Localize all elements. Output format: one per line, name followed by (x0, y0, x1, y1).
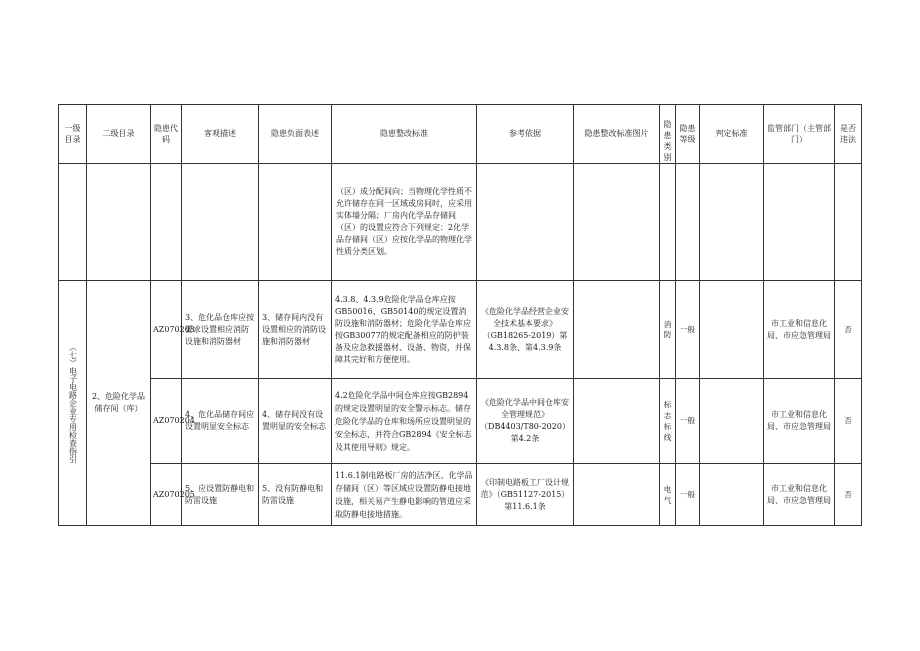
row-basis: 《危险化学品经营企业安全技术基本要求》（GB18265-2019）第4.3.8条、第4.3.9条 (477, 281, 574, 379)
header-illegal: 是否违法 (835, 105, 862, 164)
row-negative: 4、储存间没有设置明显的安全标志 (259, 379, 332, 464)
header-images: 隐患整改标准图片 (574, 105, 660, 164)
row-illegal: 否 (835, 281, 862, 379)
continuation-row (59, 164, 862, 281)
row-images (574, 379, 660, 464)
row-judgment (700, 464, 764, 526)
header-basis: 参考依据 (477, 105, 574, 164)
header-level2: 二级目录 (87, 105, 151, 164)
row-dept: 市工业和信息化局、市应急管理局 (764, 281, 835, 379)
table-row (59, 464, 862, 526)
header-code: 隐患代码 (151, 105, 182, 164)
row-images (574, 281, 660, 379)
row-grade: 一般 (676, 379, 700, 464)
continuation-standard: （区）成分配间向；当物理化学性质不允许储存在同一区域或房间时，应采用实体墙分隔；厂房内化学品存储间（区）的设置应符合下列规定：2化学品存储间（区）应按化学品的物理化学性质分类区划。 (332, 164, 477, 281)
row-grade: 一般 (676, 281, 700, 379)
row-standard: 4.3.8、4.3.9危险化学品仓库应按GB50016、GB50140的规定设置消防设施和消防器材；危险化学品仓库应按GB30077的规定配备相应的防护装备及应急救援器材、设备、物资，并保障其完好和方便使用。 (332, 281, 477, 379)
header-level1: 一级目录 (59, 105, 87, 164)
header-objective: 客观描述 (182, 105, 259, 164)
row-illegal: 否 (835, 464, 862, 526)
header-standard: 隐患整改标准 (332, 105, 477, 164)
row-standard: 4.2危险化学品中间仓库应按GB2894的规定设置明显的安全警示标志。储存危险化学品的仓库和场所应设置明显的安全标志，并符合GB2894《安全标志及其使用导则》规定。 (332, 379, 477, 464)
row-negative: 5、没有防静电和防雷设施 (259, 464, 332, 526)
header-negative: 隐患负面表述 (259, 105, 332, 164)
header-dept: 监管部门（主管部门） (764, 105, 835, 164)
section-level1-cell (59, 281, 87, 526)
row-images (574, 464, 660, 526)
row-code: AZ070204 (151, 379, 182, 464)
row-objective: 3、危化品仓库应按要求设置相应消防设施和消防器材 (182, 281, 259, 379)
row-judgment (700, 379, 764, 464)
row-category: 消防 (660, 281, 676, 379)
header-grade: 隐患等级 (676, 105, 700, 164)
row-grade: 一般 (676, 464, 700, 526)
table-row (59, 281, 862, 379)
row-category: 标志标线 (660, 379, 676, 464)
row-category: 电气 (660, 464, 676, 526)
row-illegal: 否 (835, 379, 862, 464)
row-objective: 4、危化品储存间应设置明显安全标志 (182, 379, 259, 464)
section-level1: （七）电子电路企业专用检查指引 (68, 343, 78, 463)
table-row (59, 379, 862, 464)
row-judgment (700, 281, 764, 379)
hazard-checklist-table (58, 104, 862, 526)
header-row (59, 105, 862, 164)
row-code: AZ070203 (151, 281, 182, 379)
row-basis: 《印制电路板工厂设计规范》（GB51127-2015）第11.6.1条 (477, 464, 574, 526)
row-code: AZ070205 (151, 464, 182, 526)
header-category: 隐患类别 (660, 105, 676, 164)
row-dept: 市工业和信息化局、市应急管理局 (764, 379, 835, 464)
row-standard: 11.6.1制电路板厂房的洁净区、化学品存储间（区）等区域应设置防静电接地设施，相关易产生静电影响的管道应采取防静电接地措施。 (332, 464, 477, 526)
row-objective: 5、应设置防静电和防雷设施 (182, 464, 259, 526)
header-judgment: 判定标准 (700, 105, 764, 164)
row-dept: 市工业和信息化局、市应急管理局 (764, 464, 835, 526)
row-basis: 《危险化学品中间仓库安全管理规范》（DB4403/T80-2020）第4.2条 (477, 379, 574, 464)
row-negative: 3、储存间内没有设置相应的消防设施和消防器材 (259, 281, 332, 379)
section-level2: 2、危险化学品储存间（库） (87, 281, 151, 526)
